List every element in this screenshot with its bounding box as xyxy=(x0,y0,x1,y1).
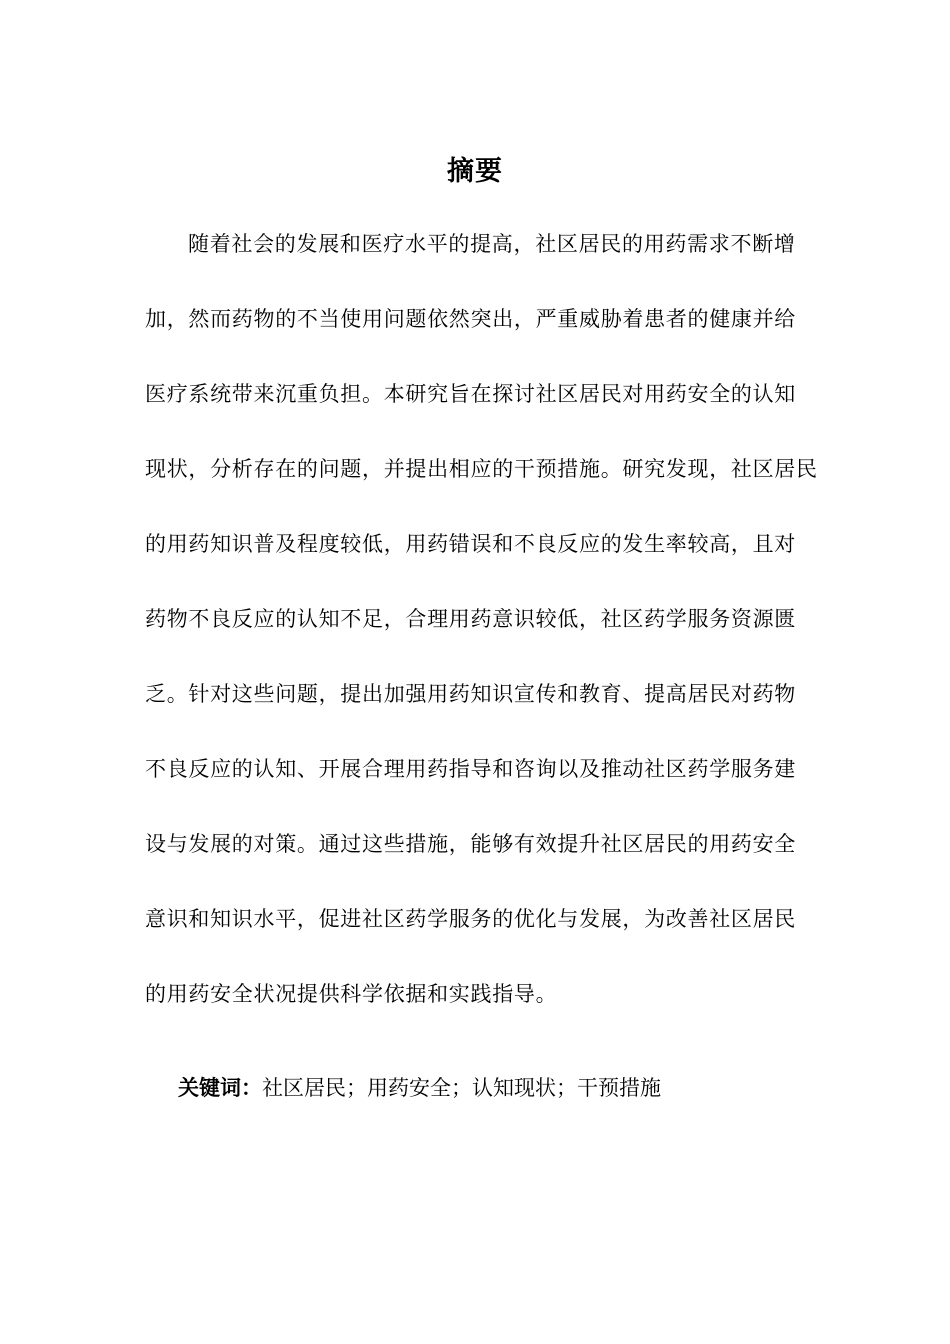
abstract-line: 意识和知识水平，促进社区药学服务的优化与发展，为改善社区居民 xyxy=(145,907,796,931)
abstract-line: 设与发展的对策。通过这些措施，能够有效提升社区居民的用药安全 xyxy=(145,832,796,856)
abstract-line: 随着社会的发展和医疗水平的提高，社区居民的用药需求不断增 xyxy=(188,232,796,256)
abstract-line: 不良反应的认知、开展合理用药指导和咨询以及推动社区药学服务建 xyxy=(145,757,796,781)
abstract-body xyxy=(145,222,818,1047)
abstract-line: 加，然而药物的不当使用问题依然突出，严重威胁着患者的健康并给 xyxy=(145,307,796,331)
abstract-line: 的用药安全状况提供科学依据和实践指导。 xyxy=(145,982,558,1006)
abstract-line: 乏。针对这些问题，提出加强用药知识宣传和教育、提高居民对药物 xyxy=(145,682,796,706)
abstract-line: 药物不良反应的认知不足，合理用药意识较低，社区药学服务资源匮 xyxy=(145,607,796,631)
abstract-line: 医疗系统带来沉重负担。本研究旨在探讨社区居民对用药安全的认知 xyxy=(145,382,796,406)
abstract-line: 的用药知识普及程度较低，用药错误和不良反应的发生率较高，且对 xyxy=(145,532,796,556)
keywords-label: 关键词： xyxy=(178,1076,262,1100)
keywords-text: 社区居民；用药安全；认知现状；干预措施 xyxy=(262,1076,661,1100)
page-title: 摘要 xyxy=(447,156,503,187)
keywords-line xyxy=(178,1068,661,1108)
abstract-line: 现状，分析存在的问题，并提出相应的干预措施。研究发现，社区居民 xyxy=(145,457,818,481)
